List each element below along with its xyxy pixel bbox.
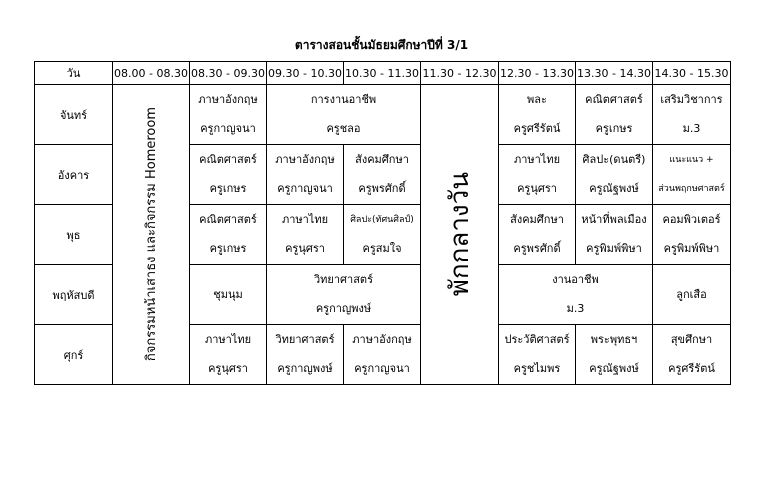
header-period: 10.30 - 11.30 (344, 62, 421, 85)
teacher: ครูกาญจนา (277, 182, 333, 196)
teacher: ครูเกษร (209, 182, 247, 196)
class-cell (344, 205, 421, 265)
subject: งานอาชีพ (552, 272, 599, 286)
teacher: ครูชไมพร (513, 362, 561, 376)
class-cell (499, 145, 576, 205)
subject: พระพุทธฯ (590, 332, 638, 346)
class-cell (267, 145, 344, 205)
class-cell (653, 145, 731, 205)
class-cell (267, 85, 421, 145)
row-monday (35, 85, 731, 145)
header-period: 13.30 - 14.30 (576, 62, 653, 85)
subject: ชุมนุม (213, 287, 243, 301)
teacher: ครูศรีรัตน์ (668, 362, 715, 376)
teacher: ครูพรศักดิ์ (513, 242, 561, 256)
teacher: ครูกาญพงษ์ (315, 302, 372, 316)
header-period: 08.00 - 08.30 (113, 62, 190, 85)
subject: ภาษาไทย (281, 212, 329, 226)
teacher: ครูนุศรา (517, 182, 557, 196)
class-cell (653, 85, 731, 145)
subject: เสริมวิชาการ (660, 92, 723, 106)
subject: หน้าที่พลเมือง (581, 212, 647, 226)
lunch-cell (421, 85, 499, 385)
subject: ภาษาอังกฤษ (198, 92, 258, 106)
class-cell (576, 85, 653, 145)
class-cell (344, 325, 421, 385)
class-cell (499, 85, 576, 145)
header-period: 11.30 - 12.30 (421, 62, 499, 85)
teacher: ครูณัฐพงษ์ (589, 182, 639, 196)
teacher: ครูศรีรัตน์ (513, 122, 561, 136)
header-row (35, 62, 731, 85)
class-cell (653, 265, 731, 325)
subject: ภาษาอังกฤษ (352, 332, 412, 346)
class-cell (190, 325, 267, 385)
teacher: ครูพิมพ์พิษา (663, 242, 720, 256)
teacher: ครูกาญจนา (200, 122, 256, 136)
day-label: พุธ (35, 205, 113, 265)
subject: สังคมศึกษา (355, 152, 409, 166)
subject: สังคมศึกษา (510, 212, 564, 226)
teacher: ครูนุศรา (208, 362, 248, 376)
class-cell (499, 205, 576, 265)
header-period: 09.30 - 10.30 (267, 62, 344, 85)
lunch-label: พักกลางวัน (445, 172, 475, 297)
homeroom-cell (113, 85, 190, 385)
day-label: พฤหัสบดี (35, 265, 113, 325)
subject: ประวัติศาสตร์ (504, 332, 570, 346)
teacher: ครูณัฐพงษ์ (589, 362, 639, 376)
header-period: 14.30 - 15.30 (653, 62, 731, 85)
subject: ลูกเสือ (676, 287, 707, 301)
teacher: ครูชลอ (326, 122, 361, 136)
day-label: ศุกร์ (35, 325, 113, 385)
teacher: ครูเกษร (209, 242, 247, 256)
subject: คณิตศาสตร์ (199, 152, 257, 166)
subject: ภาษาไทย (513, 152, 561, 166)
class-cell (344, 145, 421, 205)
teacher: ครูกาญพงษ์ (277, 362, 333, 376)
subject: การงานอาชีพ (310, 92, 377, 106)
timetable (34, 61, 731, 385)
header-period: 08.30 - 09.30 (190, 62, 267, 85)
header-day: วัน (35, 62, 113, 85)
subject: ศิลปะ(ทัศนศิลป์) (350, 214, 414, 225)
subject: คณิตศาสตร์ (199, 212, 257, 226)
class-cell (653, 205, 731, 265)
class-cell (499, 325, 576, 385)
teacher: ส่วนพฤกษศาสตร์ (658, 184, 725, 195)
teacher: ครูกาญจนา (354, 362, 410, 376)
teacher: ครูสมใจ (362, 242, 402, 256)
teacher: ม.3 (682, 122, 701, 136)
class-cell (190, 145, 267, 205)
teacher: ครูนุศรา (285, 242, 325, 256)
class-cell (190, 205, 267, 265)
homeroom-label: กิจกรรมหน้าเสาธง และกิจกรรม Homeroom (143, 107, 159, 362)
class-cell (576, 205, 653, 265)
subject: คอมพิวเตอร์ (662, 212, 721, 226)
day-label: จันทร์ (35, 85, 113, 145)
subject: พละ (527, 92, 547, 106)
subject: วิทยาศาสตร์ (314, 272, 373, 286)
subject: ภาษาอังกฤษ (275, 152, 335, 166)
class-cell (267, 325, 344, 385)
subject: คณิตศาสตร์ (585, 92, 643, 106)
subject: วิทยาศาสตร์ (275, 332, 335, 346)
teacher: ครูเกษร (595, 122, 633, 136)
teacher: ม.3 (566, 302, 585, 316)
class-cell (190, 85, 267, 145)
subject: ศิลปะ(ดนตรี) (582, 152, 646, 166)
class-cell (499, 265, 653, 325)
class-cell (576, 145, 653, 205)
subject: แนะแนว + (669, 154, 714, 165)
class-cell (267, 265, 421, 325)
class-cell (190, 265, 267, 325)
class-cell (267, 205, 344, 265)
header-period: 12.30 - 13.30 (499, 62, 576, 85)
subject: ภาษาไทย (204, 332, 252, 346)
subject: สุขศึกษา (670, 332, 713, 346)
teacher: ครูพิมพ์พิษา (586, 242, 642, 256)
class-cell (653, 325, 731, 385)
day-label: อังคาร (35, 145, 113, 205)
class-cell (576, 325, 653, 385)
teacher: ครูพรศักดิ์ (358, 182, 406, 196)
page-title: ตารางสอนชั้นมัธยมศึกษาปีที่ 3/1 (294, 38, 469, 52)
